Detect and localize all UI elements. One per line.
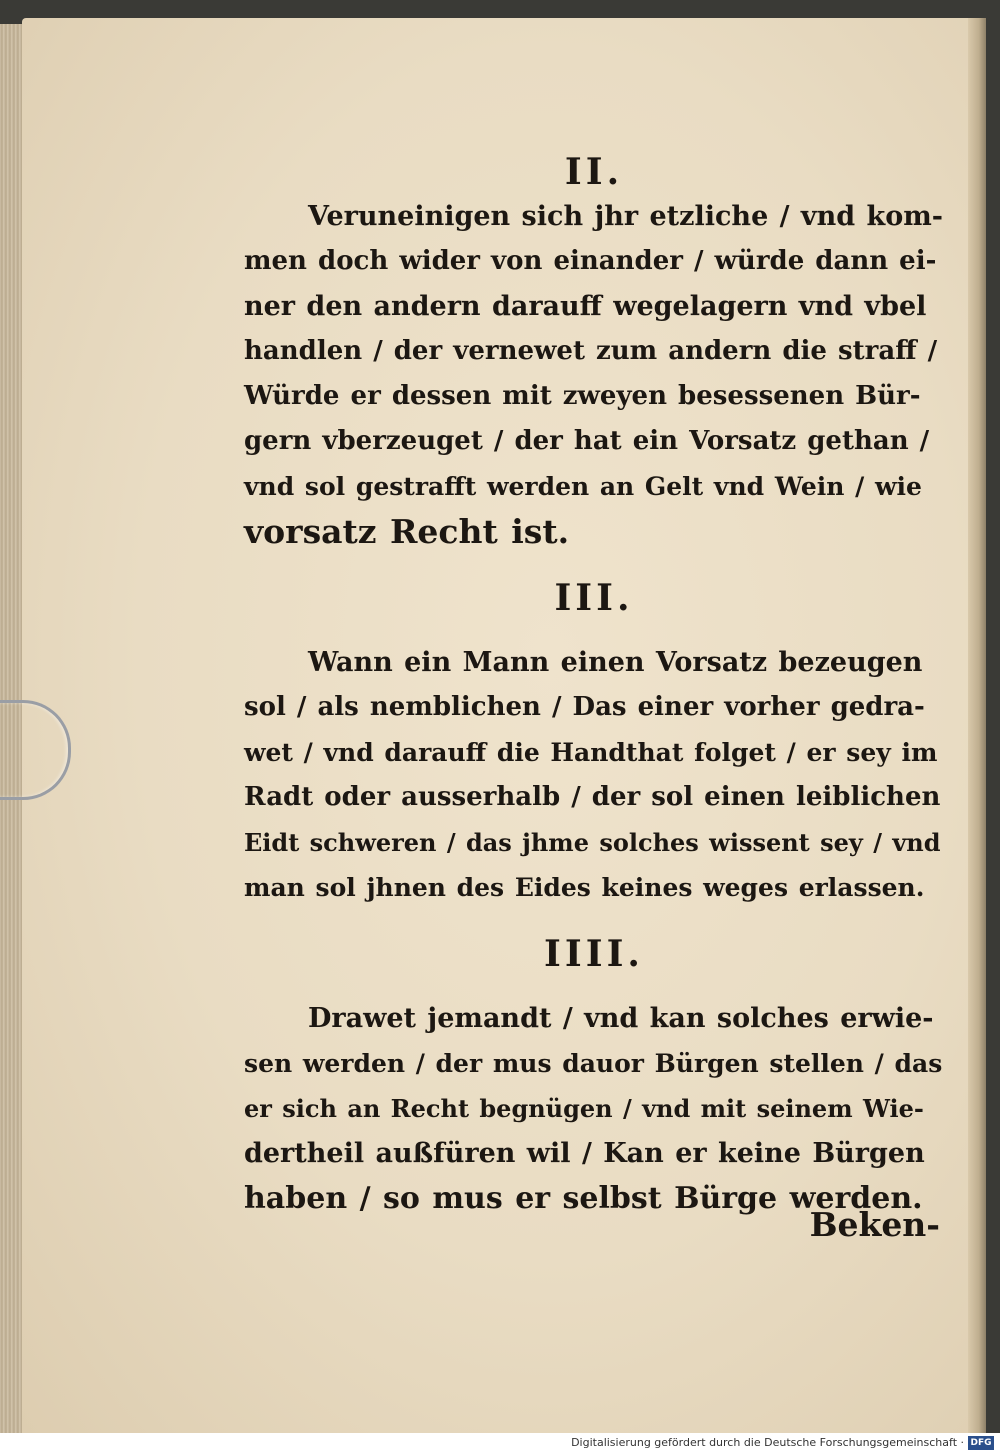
text-line: vnd sol gestrafft werden an Gelt vnd Wein / wie: [244, 472, 922, 501]
text-line: Veruneinigen sich jhr etzliche / vnd kom-: [308, 201, 943, 232]
catchword: Beken-: [809, 1205, 940, 1244]
text-line: sen werden / der mus dauor Bürgen stellen / das: [244, 1049, 943, 1078]
text-line: sol / als nemblichen / Das einer vorher gedra-: [244, 692, 925, 722]
section-3-paragraph: [244, 640, 944, 910]
section-4-paragraph: [244, 996, 944, 1221]
dfg-logo: DFG: [968, 1436, 994, 1450]
text-line: Drawet jemandt / vnd kan solches erwie-: [308, 1003, 934, 1034]
footer-credit: Digitalisierung gefördert durch die Deutsche Forschungsgemeinschaft ·: [571, 1436, 964, 1449]
text-line: handlen / der vernewet zum andern die straff /: [244, 336, 938, 366]
footer-bar: [0, 1433, 1000, 1453]
text-line: vorsatz Recht ist.: [244, 512, 570, 551]
text-line: dertheil außfüren wil / Kan er keine Bürgen: [244, 1138, 925, 1169]
text-line: ner den andern darauff wegelagern vnd vbel: [244, 291, 927, 322]
text-line: men doch wider von einander / würde dann ei-: [244, 246, 937, 276]
text-line: haben / so mus er selbst Bürge werden.: [244, 1181, 923, 1216]
section-2-paragraph: [244, 194, 944, 554]
text-line: er sich an Recht begnügen / vnd mit seinem Wie-: [244, 1094, 924, 1123]
text-line: gern vberzeuget / der hat ein Vorsatz gethan /: [244, 426, 930, 456]
page-right-edge: [968, 18, 986, 1433]
section-number-3: III.: [554, 577, 634, 619]
text-line: Eidt schweren / das jhme solches wissent sey / vnd: [244, 828, 941, 857]
text-line: Würde er dessen mit zweyen besessenen Bür-: [244, 381, 921, 411]
section-number-4: IIII.: [544, 933, 644, 975]
page-text: [244, 150, 944, 1221]
text-line: wet / vnd darauff die Handthat folget / er sey im: [244, 738, 938, 767]
text-line: Radt oder ausserhalb / der sol einen leiblichen: [244, 782, 941, 812]
section-number-2: II.: [564, 151, 624, 193]
text-line: Wann ein Mann einen Vorsatz bezeugen: [308, 647, 923, 678]
text-line: man sol jhnen des Eides keines weges erlassen.: [244, 873, 925, 902]
